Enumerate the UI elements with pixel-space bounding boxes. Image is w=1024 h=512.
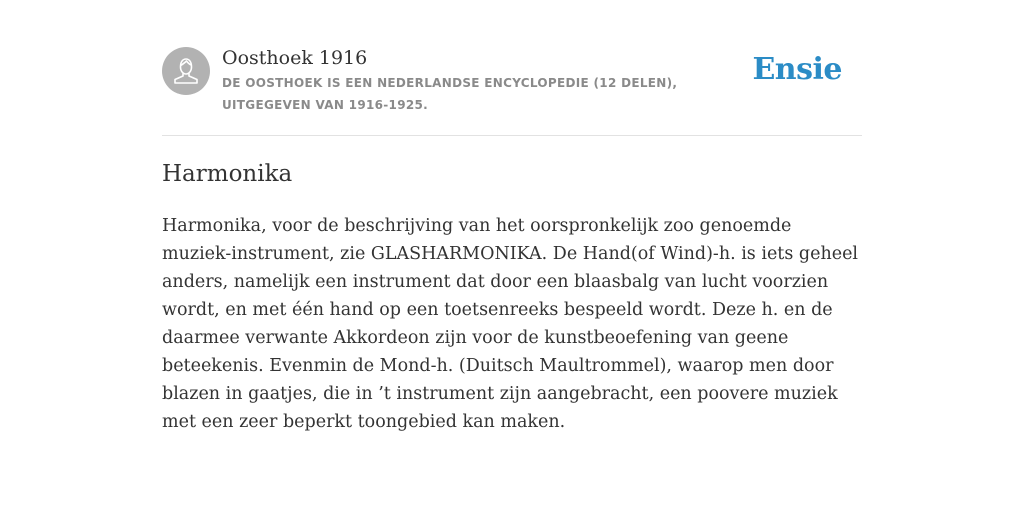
entry-title: Harmonika (162, 161, 293, 187)
source-header (162, 46, 862, 116)
entry-body: Harmonika, voor de beschrijving van het oorspronkelijk zoo genoemde muziek-instrument, zie GLASHARMONIKA. De Hand(of Wind)-h. is iets geheel anders, namelijk een instrument dat door een blaasbalg van lucht voorzien wordt, en met één hand op een toetsenreeks bespeeld wordt. Deze h. en de daarmee verwante Akkordeon zijn voor de kunstbeoefening van geene beteekenis. Evenmin de Mond-h. (Duitsch Maultrommel), waarop men door blazen in gaatjes, die in ’t instrument zijn aangebracht, een poovere muziek met een zeer beperkt toongebied kan maken. (162, 216, 859, 432)
source-description: DE OOSTHOEK IS EEN NEDERLANDSE ENCYCLOPEDIE (12 DELEN), UITGEGEVEN VAN 1916-1925. (222, 76, 678, 112)
user-silhouette-icon (162, 47, 210, 95)
ensie-logo[interactable]: Ensie (752, 52, 842, 87)
source-avatar[interactable] (162, 47, 210, 95)
header-divider (162, 135, 862, 136)
entry-page (162, 0, 862, 512)
source-title[interactable]: Oosthoek 1916 (222, 47, 368, 69)
